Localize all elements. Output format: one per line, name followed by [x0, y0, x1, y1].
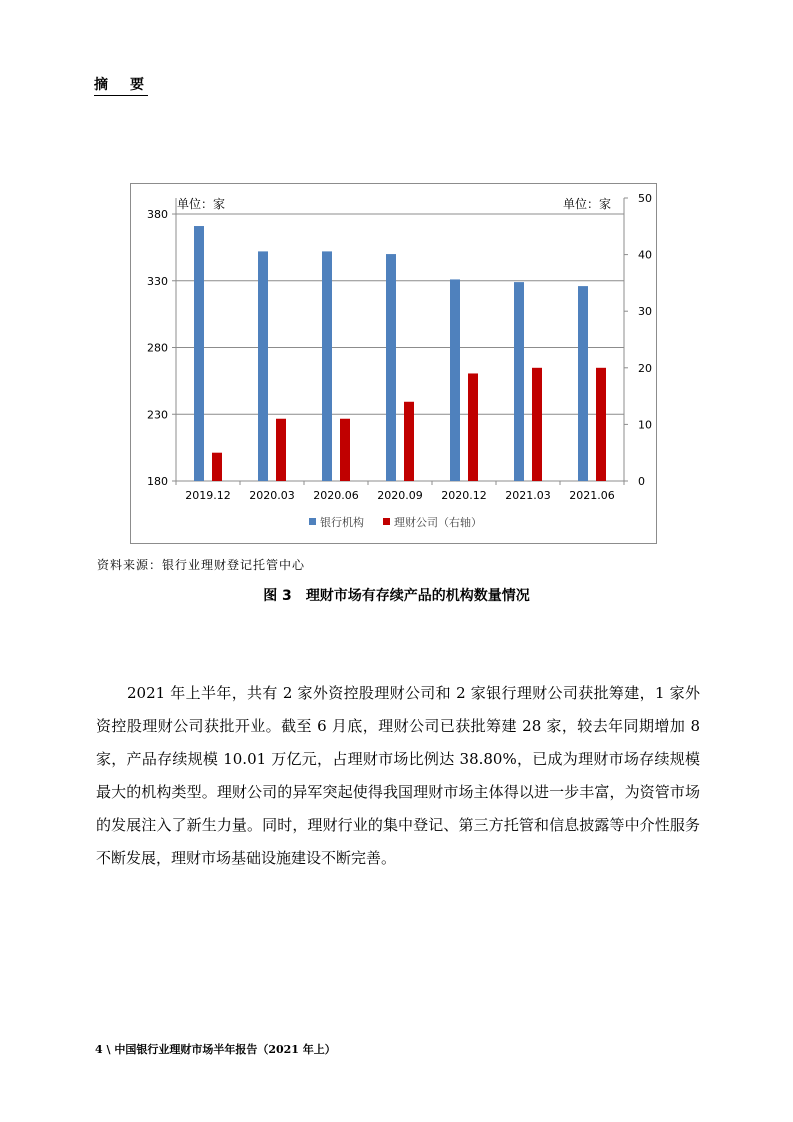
figure-number: 图 3	[263, 588, 292, 604]
bar-wealth-companies	[532, 368, 542, 481]
left-tick-label: 330	[147, 274, 168, 288]
bar-wealth-companies	[340, 419, 350, 481]
bar-bank-institutions	[194, 226, 204, 481]
left-tick-label: 180	[147, 475, 168, 488]
bar-bank-institutions	[322, 251, 332, 481]
bar-bank-institutions	[514, 282, 524, 481]
left-tick-label: 280	[147, 341, 168, 355]
legend-swatch-company	[383, 518, 390, 525]
legend-label-company: 理财公司（右轴）	[394, 516, 482, 529]
bar-wealth-companies	[468, 373, 478, 481]
figure-caption	[0, 585, 793, 605]
right-tick-label: 50	[638, 192, 652, 205]
x-tick-label: 2020.06	[313, 489, 359, 502]
x-tick-label: 2020.03	[249, 489, 295, 502]
bar-wealth-companies	[596, 368, 606, 481]
x-tick-label: 2019.12	[185, 489, 231, 502]
left-unit-label: 单位：家	[177, 197, 226, 211]
section-header: 摘 要	[94, 74, 148, 96]
x-tick-label: 2020.12	[441, 489, 487, 502]
bar-wealth-companies	[276, 419, 286, 481]
right-tick-label: 0	[638, 475, 645, 488]
bar-bank-institutions	[450, 279, 460, 481]
bar-bank-institutions	[386, 254, 396, 481]
x-tick-label: 2021.03	[505, 489, 551, 502]
left-tick-label: 380	[147, 208, 168, 222]
page-footer: 4 \ 中国银行业理财市场半年报告（2021 年上）	[95, 1043, 336, 1056]
right-tick-label: 30	[638, 305, 652, 319]
bar-chart	[131, 184, 656, 543]
bar-wealth-companies	[212, 453, 222, 481]
legend-label-bank: 银行机构	[320, 516, 364, 529]
left-tick-label: 230	[147, 408, 168, 422]
bar-bank-institutions	[258, 251, 268, 481]
right-tick-label: 10	[638, 418, 652, 432]
figure-title: 理财市场有存续产品的机构数量情况	[305, 588, 530, 604]
right-tick-label: 20	[638, 361, 652, 375]
bar-wealth-companies	[404, 402, 414, 481]
body-paragraph: 2021 年上半年，共有 2 家外资控股理财公司和 2 家银行理财公司获批筹建，1 家外资控股理财公司获批开业。截至 6 月底，理财公司已获批筹建 28 家，较去年同期增加 8 家，产品存续规模 10.01 万亿元，占理财市场比例达 38.80%，已成为理财市场存续规模最大的机构类型。理财公司的异军突起使得我国理财市场主体得以进一步丰富，为资管市场的发展注入了新生力量。同时，理财行业的集中登记、第三方托管和信息披露等中介性服务不断发展，理财市场基础设施建设不断完善。	[96, 684, 700, 867]
legend-swatch-bank	[309, 518, 316, 525]
right-tick-label: 40	[638, 248, 652, 262]
x-tick-label: 2021.06	[569, 489, 615, 502]
right-unit-label: 单位：家	[563, 197, 612, 211]
bar-bank-institutions	[578, 286, 588, 481]
source-note: 资料来源：银行业理财登记托管中心	[97, 558, 306, 572]
chart-container	[130, 183, 657, 544]
x-tick-label: 2020.09	[377, 489, 423, 502]
